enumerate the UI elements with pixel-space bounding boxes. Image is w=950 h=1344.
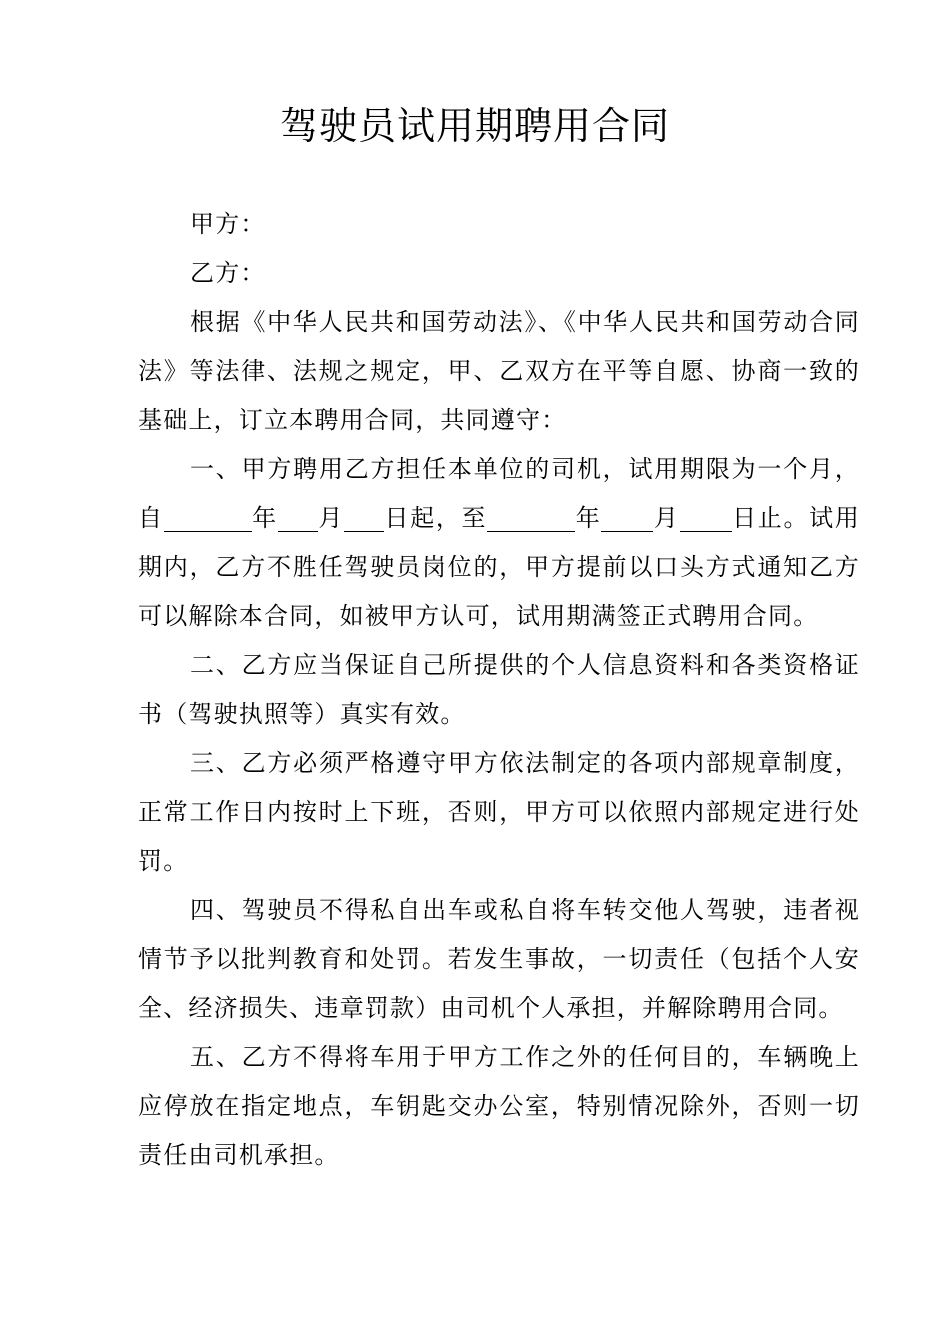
clause-1-month-1: 月 <box>317 504 345 532</box>
clause-2-paragraph: 二、乙方应当保证自己所提供的个人信息资料和各类资格证书（驾驶执照等）真实有效。 <box>138 651 860 728</box>
clause-1-day-1: 日起，至 <box>384 504 488 532</box>
document-title: 驾驶员试用期聘用合同 <box>279 104 670 148</box>
start-month-blank <box>278 505 318 532</box>
start-day-blank <box>344 505 384 532</box>
clause-1-text-a: 一、甲方聘用乙方担任本单位的司机，试用期限为一个月，自 <box>138 455 860 532</box>
preamble-paragraph: 根据《中华人民共和国劳动法》、《中华人民共和国劳动合同法》等法律、法规之规定，甲、乙双方在平等自愿、协商一致的基础上，订立本聘用合同，共同遵守： <box>138 308 860 434</box>
end-day-blank <box>680 505 732 532</box>
clause-3-paragraph: 三、乙方必须严格遵守甲方依法制定的各项内部规章制度，正常工作日内按时上下班，否则，甲方可以依照内部规定进行处罚。 <box>138 749 860 875</box>
party-a-label: 甲方： <box>190 210 266 238</box>
clause-1-year-2: 年 <box>575 504 602 532</box>
start-year-blank <box>164 505 252 532</box>
clause-1-text-b: 日止。试用期内，乙方不胜任驾驶员岗位的，甲方提前以口头方式通知乙方可以解除本合同，如被甲方认可，试用期满签正式聘用合同。 <box>138 504 861 630</box>
clause-1-year-1: 年 <box>251 504 278 532</box>
clause-5-paragraph: 五、乙方不得将车用于甲方工作之外的任何目的，车辆晚上应停放在指定地点，车钥匙交办公室，特别情况除外，否则一切责任由司机承担。 <box>138 1043 860 1169</box>
clause-4-paragraph: 四、驾驶员不得私自出车或私自将车转交他人驾驶，违者视情节予以批判教育和处罚。若发生事故，一切责任（包括个人安全、经济损失、违章罚款）由司机个人承担，并解除聘用合同。 <box>138 896 860 1022</box>
clause-1-paragraph <box>138 445 860 641</box>
document-body <box>138 200 860 1180</box>
party-b-label: 乙方： <box>190 259 266 287</box>
end-month-blank <box>601 505 653 532</box>
end-year-blank <box>487 505 575 532</box>
clause-1-month-2: 月 <box>653 504 680 532</box>
